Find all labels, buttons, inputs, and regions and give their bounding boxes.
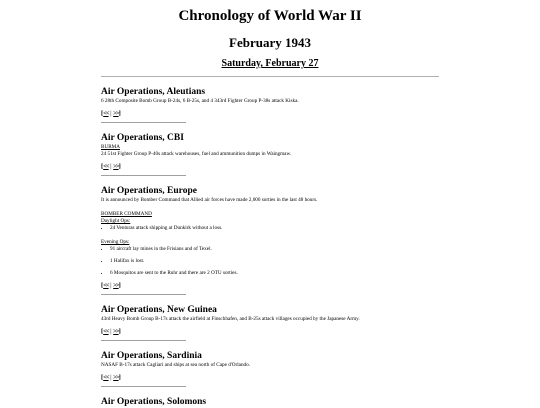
section-solomons	[101, 396, 439, 408]
section-text: 24 51st Fighter Group P-40s attack warehouses, fuel and ammunition dumps in Waingmaw.	[101, 151, 292, 157]
section-heading: Air Operations, Aleutians	[101, 87, 206, 97]
nav-bracket-close: ]	[118, 328, 121, 335]
header-divider	[101, 76, 439, 77]
prev-link[interactable]: <<	[103, 328, 109, 335]
section-nav	[101, 328, 439, 336]
nav-divider: |	[110, 374, 112, 381]
prev-link[interactable]: <<	[103, 163, 109, 170]
nav-divider: |	[110, 163, 112, 170]
section-nav	[101, 374, 439, 382]
nav-divider: |	[110, 328, 112, 335]
next-link[interactable]: >>	[113, 282, 119, 289]
list-item: • 1 Halifax is lost.	[110, 258, 439, 265]
list-item: • 24 Venturas attack shipping at Dunkirk without a loss.	[110, 225, 439, 232]
next-link[interactable]: >>	[113, 163, 119, 170]
section-heading: Air Operations, Solomons	[101, 397, 207, 407]
subsection-link-bomber-command[interactable]: BOMBER COMMAND	[101, 211, 152, 217]
daylight-ops-list	[101, 225, 439, 232]
chronology-content	[101, 86, 439, 408]
section-cbi	[101, 132, 439, 176]
list-item: • 6 Mosquitos are sent to the Ruhr and there are 2 OTU sorties.	[110, 270, 439, 277]
section-heading: Air Operations, Sardinia	[101, 351, 202, 361]
next-link[interactable]: >>	[113, 110, 119, 117]
daylight-ops-label: Daylight Ops:	[101, 218, 131, 224]
section-nav	[101, 282, 439, 290]
nav-bracket-open: [	[101, 328, 104, 335]
evening-ops-list	[101, 246, 439, 277]
section-nav	[101, 163, 439, 171]
page-title: Chronology of World War II	[178, 8, 362, 24]
section-nav	[101, 110, 439, 118]
prev-link[interactable]: <<	[103, 374, 109, 381]
section-new-guinea	[101, 304, 439, 341]
section-sardinia	[101, 350, 439, 387]
prev-link[interactable]: <<	[103, 110, 109, 117]
section-text: It is announced by Bomber Command that Allied air forces have made 2,000 sorties in the last 48 hours.	[101, 197, 318, 203]
nav-bracket-open: [	[101, 110, 104, 117]
nav-bracket-close: ]	[118, 110, 121, 117]
nav-bracket-close: ]	[118, 163, 121, 170]
nav-bracket-open: [	[101, 282, 104, 289]
nav-bracket-open: [	[101, 374, 104, 381]
nav-bracket-open: [	[101, 163, 104, 170]
next-link[interactable]: >>	[113, 328, 119, 335]
section-heading: Air Operations, Europe	[101, 186, 197, 196]
nav-divider: |	[110, 282, 112, 289]
date-heading: Saturday, February 27	[221, 58, 319, 69]
section-text: NASAF B-17s attack Cagliari and ships at sea north of Cape d'Orlando.	[101, 362, 251, 368]
month-title: February 1943	[229, 35, 311, 50]
section-europe	[101, 185, 439, 295]
nav-bracket-close: ]	[118, 282, 121, 289]
subsection-link-burma[interactable]: BURMA	[101, 144, 121, 150]
evening-ops-label: Evening Ops:	[101, 239, 130, 245]
next-link[interactable]: >>	[113, 374, 119, 381]
nav-divider: |	[110, 110, 112, 117]
section-aleutians	[101, 86, 439, 123]
list-item: • 91 aircraft lay mines in the Frisians and of Texel.	[110, 246, 439, 253]
section-heading: Air Operations, CBI	[101, 133, 184, 143]
section-text: 43rd Heavy Bomb Group B-17s attack the airfield at Finschhafen, and B-25s attack villages occupied by the Japanese Army.	[101, 316, 360, 322]
section-text: 6 28th Composite Bomb Group B-24s, 6 B-25s, and 4 343rd Fighter Group P-38s attack Kiska.	[101, 98, 299, 104]
nav-bracket-close: ]	[118, 374, 121, 381]
prev-link[interactable]: <<	[103, 282, 109, 289]
section-heading: Air Operations, New Guinea	[101, 305, 217, 315]
